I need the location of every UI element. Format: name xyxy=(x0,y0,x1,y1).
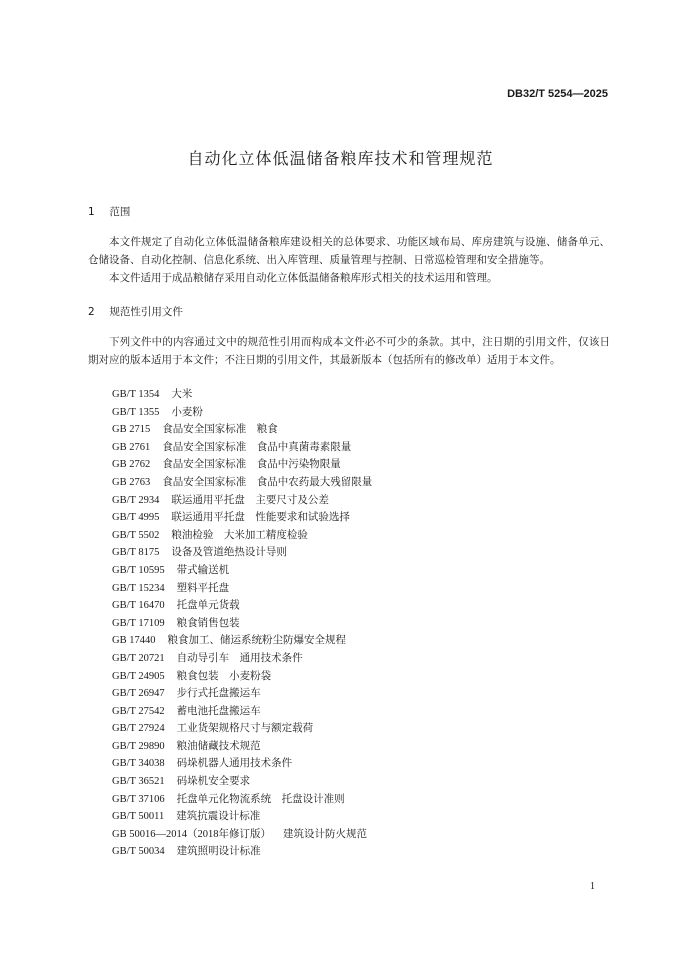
reference-title: 建筑照明设计标准 xyxy=(176,845,261,858)
reference-title: 粮食包装 小麦粉袋 xyxy=(176,669,272,682)
reference-title: 自动导引车 通用技术条件 xyxy=(176,651,303,664)
section-title: 规范性引用文件 xyxy=(109,306,183,318)
reference-code: GB 2761 xyxy=(112,441,151,453)
reference-item xyxy=(112,474,372,492)
reference-title: 联运通用平托盘 性能要求和试验选择 xyxy=(171,511,350,524)
reference-code: GB 2715 xyxy=(112,424,151,436)
reference-title: 联运通用平托盘 主要尺寸及公差 xyxy=(171,493,329,506)
reference-code: GB/T 27924 xyxy=(112,723,165,735)
reference-item xyxy=(112,720,372,738)
section-heading-normative-references xyxy=(88,304,183,319)
reference-item xyxy=(112,421,372,439)
reference-item xyxy=(112,650,372,668)
reference-code: GB/T 10595 xyxy=(112,564,165,576)
reference-code: GB/T 16470 xyxy=(112,600,165,612)
reference-item xyxy=(112,492,372,510)
reference-title: 设备及管道绝热设计导则 xyxy=(171,546,287,559)
reference-title: 粮油检验 大米加工精度检验 xyxy=(171,528,308,541)
reference-code: GB/T 37106 xyxy=(112,793,165,805)
reference-item xyxy=(112,386,372,404)
reference-item xyxy=(112,826,372,844)
reference-item xyxy=(112,738,372,756)
reference-item xyxy=(112,580,372,598)
reference-title: 粮油储藏技术规范 xyxy=(176,739,261,752)
reference-list xyxy=(112,386,372,861)
reference-item xyxy=(112,404,372,422)
reference-code: GB 2763 xyxy=(112,476,151,488)
section-number: 1 xyxy=(88,206,95,218)
reference-code: GB/T 5502 xyxy=(112,529,160,541)
reference-title: 食品安全国家标准 食品中农药最大残留限量 xyxy=(162,475,373,488)
reference-title: 建筑抗震设计标准 xyxy=(176,810,261,823)
reference-title: 工业货架规格尺寸与额定载荷 xyxy=(176,722,314,735)
scope-paragraph-1: 本文件规定了自动化立体低温储备粮库建设相关的总体要求、功能区域布局、库房建筑与设施、储备单元、仓储设备、自动化控制、信息化系统、出入库管理、质量管理与控制、日常巡检管理和安全措施等。 xyxy=(88,236,610,266)
reference-title: 蓄电池托盘搬运车 xyxy=(176,704,261,717)
reference-code: GB/T 15234 xyxy=(112,582,165,594)
reference-item xyxy=(112,509,372,527)
references-intro-paragraph: 下列文件中的内容通过文中的规范性引用而构成本文件必不可少的条款。其中，注日期的引用文件，仅该日期对应的版本适用于本文件；不注日期的引用文件，其最新版本（包括所有的修改单）适用于本文件。 xyxy=(88,336,610,366)
reference-code: GB/T 1355 xyxy=(112,406,160,418)
reference-item xyxy=(112,791,372,809)
reference-item xyxy=(112,668,372,686)
reference-code: GB/T 29890 xyxy=(112,740,165,752)
reference-code: GB/T 24905 xyxy=(112,670,165,682)
reference-title: 食品安全国家标准 食品中真菌毒素限量 xyxy=(162,440,352,453)
reference-title: 小麦粉 xyxy=(171,405,203,418)
scope-paragraph-2: 本文件适用于成品粮储存采用自动化立体低温储备粮库形式相关的技术运用和管理。 xyxy=(109,272,498,284)
reference-title: 塑料平托盘 xyxy=(176,581,230,594)
reference-code: GB 17440 xyxy=(112,635,156,647)
reference-code: GB/T 50034 xyxy=(112,846,165,858)
reference-item xyxy=(112,527,372,545)
reference-code: GB/T 1354 xyxy=(112,389,160,400)
reference-item xyxy=(112,615,372,633)
document-code: DB32/T 5254—2025 xyxy=(507,88,608,100)
reference-title: 粮食加工、储运系统粉尘防爆安全规程 xyxy=(167,634,346,647)
reference-code: GB/T 8175 xyxy=(112,547,160,559)
reference-item xyxy=(112,808,372,826)
reference-title: 粮食销售包装 xyxy=(176,616,240,629)
reference-item xyxy=(112,456,372,474)
section-title: 范围 xyxy=(109,206,131,218)
section-number: 2 xyxy=(88,306,95,318)
section-heading-scope xyxy=(88,204,130,219)
reference-title: 带式输送机 xyxy=(176,563,230,576)
reference-title: 食品安全国家标准 粮食 xyxy=(162,423,278,436)
page-number: 1 xyxy=(590,881,595,892)
reference-title: 码垛机安全要求 xyxy=(176,775,251,788)
reference-item xyxy=(112,703,372,721)
reference-code: GB/T 2934 xyxy=(112,494,160,506)
reference-item xyxy=(112,597,372,615)
reference-code: GB 2762 xyxy=(112,459,151,471)
reference-title: 建筑设计防火规范 xyxy=(282,827,367,840)
reference-code: GB/T 4995 xyxy=(112,512,160,524)
reference-item xyxy=(112,439,372,457)
document-title: 自动化立体低温储备粮库技术和管理规范 xyxy=(187,149,494,168)
reference-item xyxy=(112,755,372,773)
reference-code: GB/T 36521 xyxy=(112,776,165,788)
reference-code: GB 50016—2014（2018年修订版） xyxy=(112,828,271,840)
reference-title: 食品安全国家标准 食品中污染物限量 xyxy=(162,458,341,471)
reference-item xyxy=(112,843,372,861)
reference-code: GB/T 34038 xyxy=(112,758,165,770)
reference-item xyxy=(112,544,372,562)
reference-item xyxy=(112,773,372,791)
reference-code: GB/T 20721 xyxy=(112,652,165,664)
reference-code: GB/T 27542 xyxy=(112,705,165,717)
reference-title: 托盘单元货载 xyxy=(176,599,240,612)
reference-item xyxy=(112,685,372,703)
reference-title: 步行式托盘搬运车 xyxy=(176,687,261,700)
reference-item xyxy=(112,632,372,650)
reference-title: 码垛机器人通用技术条件 xyxy=(176,757,293,770)
reference-code: GB/T 17109 xyxy=(112,617,165,629)
reference-title: 大米 xyxy=(171,388,193,400)
reference-title: 托盘单元化物流系统 托盘设计准则 xyxy=(176,792,345,805)
reference-code: GB/T 50011 xyxy=(112,811,165,823)
reference-code: GB/T 26947 xyxy=(112,688,165,700)
reference-item xyxy=(112,562,372,580)
